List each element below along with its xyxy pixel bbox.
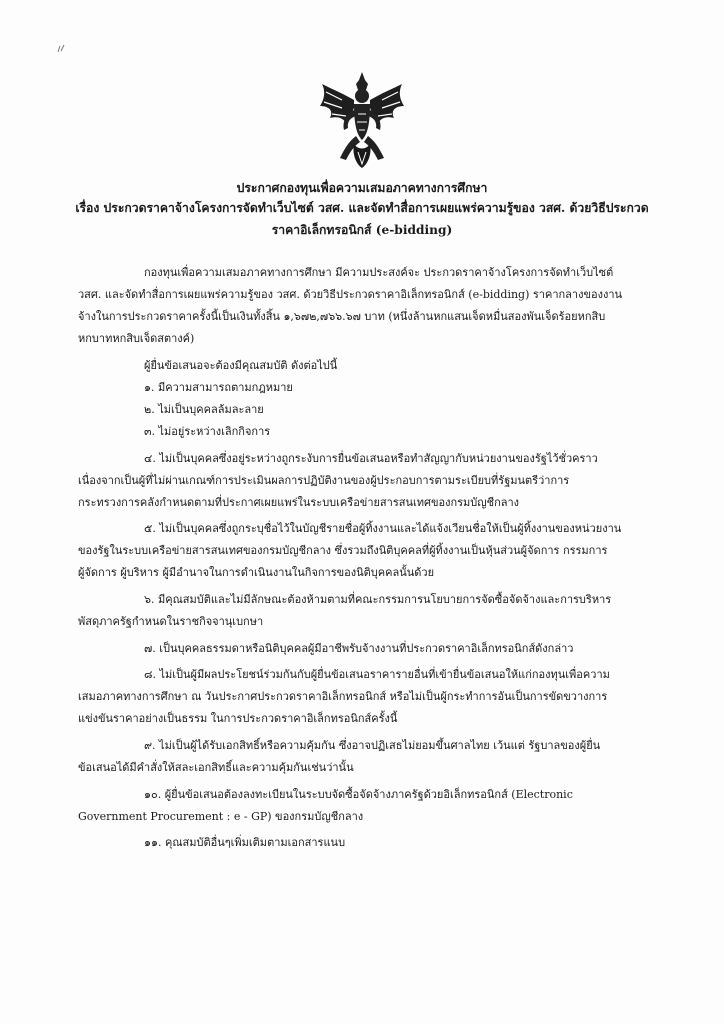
qualification-item: ๖. มีคุณสมบัติและไม่มีลักษณะต้องห้ามตามที่คณะกรรมการนโยบายการจัดซื้อจัดจ้างและการบริหาร	[144, 593, 612, 606]
qualification-item: ๘. ไม่เป็นผู้มีผลประโยชน์ร่วมกันกับผู้ยื่นข้อเสนอราคารายอื่นที่เข้ายื่นข้อเสนอให้แก่กองทุนเพื่อความ	[144, 668, 610, 681]
qualification-item: ๑๑. คุณสมบัติอื่นๆเพิ่มเติมตามเอกสารแนบ	[144, 836, 346, 849]
body-line: จ้างในการประกวดราคาครั้งนี้เป็นเงินทั้งสิ้น ๑,๖๗๒,๗๖๖.๖๗ บาท (หนึ่งล้านหกแสนเจ็ดหมื่นสองพันเจ็ดร้อยหกสิบ	[78, 310, 606, 323]
body-line: วสศ. และจัดทำสื่อการเผยแพร่ความรู้ของ วสศ. ด้วยวิธีประกวดราคาอิเล็กทรอนิกส์ (e-bidding) ราคากลางของงาน	[78, 288, 623, 301]
qualification-item: ๓. ไม่อยู่ระหว่างเลิกกิจการ	[144, 425, 271, 438]
qualification-item: ๒. ไม่เป็นบุคคลล้มละลาย	[144, 403, 264, 416]
qualification-item: ๑. มีความสามารถตามกฎหมาย	[144, 381, 293, 394]
announcement-subject-cont: ราคาอิเล็กทรอนิกส์ (e-bidding)	[271, 223, 453, 237]
stray-mark-icon	[56, 42, 66, 54]
body-line: เสมอภาคทางการศึกษา ณ วันประกาศประกวดราคาอิเล็กทรอนิกส์ หรือไม่เป็นผู้กระทำการอันเป็นการขัดขวางการ	[78, 690, 608, 703]
garuda-emblem-icon	[316, 70, 408, 170]
qualification-item: ๗. เป็นบุคคลธรรมดาหรือนิติบุคคลผู้มีอาชีพรับจ้างงานที่ประกวดราคาอิเล็กทรอนิกส์ดังกล่าว	[144, 642, 574, 655]
body-line: Government Procurement : e - GP) ของกรมบัญชีกลาง	[78, 810, 364, 823]
body-line: ของรัฐในระบบเครือข่ายสารสนเทศของกรมบัญชีกลาง ซึ่งรวมถึงนิติบุคคลที่ผู้ทิ้งงานเป็นหุ้นส่วนผู้จัดการ กรรมการ	[78, 544, 608, 557]
body-line: แข่งขันราคาอย่างเป็นธรรม ในการประกวดราคาอิเล็กทรอนิกส์ครั้งนี้	[78, 712, 398, 725]
body-line: ผู้จัดการ ผู้บริหาร ผู้มีอำนาจในการดำเนินงานในกิจการของนิติบุคคลนั้นด้วย	[78, 566, 435, 579]
qualifications-heading: ผู้ยื่นข้อเสนอจะต้องมีคุณสมบัติ ดังต่อไปนี้	[144, 359, 338, 372]
body-line: กองทุนเพื่อความเสมอภาคทางการศึกษา มีความประสงค์จะ ประกวดราคาจ้างโครงการจัดทำเว็บไซต์	[144, 266, 614, 279]
qualification-item: ๔. ไม่เป็นบุคคลซึ่งอยู่ระหว่างถูกระงับการยื่นข้อเสนอหรือทำสัญญากับหน่วยงานของรัฐไว้ชั่วคราว	[144, 452, 598, 465]
announcement-title: ประกาศกองทุนเพื่อความเสมอภาคทางการศึกษา	[236, 181, 488, 195]
qualification-item: ๑๐. ผู้ยื่นข้อเสนอต้องลงทะเบียนในระบบจัดซื้อจัดจ้างภาครัฐด้วยอิเล็กทรอนิกส์ (Electronic	[144, 788, 573, 801]
qualification-item: ๕. ไม่เป็นบุคคลซึ่งถูกระบุชื่อไว้ในบัญชีรายชื่อผู้ทิ้งงานและได้แจ้งเวียนชื่อให้เป็นผู้ทิ้งงานของหน่วยงาน	[144, 522, 622, 535]
body-line: ข้อเสนอได้มีคำสั่งให้สละเอกสิทธิ์และความคุ้มกันเช่นว่านั้น	[78, 761, 354, 774]
body-line: เนื่องจากเป็นผู้ที่ไม่ผ่านเกณฑ์การประเมินผลการปฏิบัติงานของผู้ประกอบการตามระเบียบที่รัฐมนตรีว่าการ	[78, 474, 570, 487]
body-line: หกบาทหกสิบเจ็ดสตางค์)	[78, 332, 195, 345]
body-line: พัสดุภาครัฐกำหนดในราชกิจจานุเบกษา	[78, 615, 264, 628]
body-line: กระทรวงการคลังกำหนดตามที่ประกาศเผยแพร่ในระบบเครือข่ายสารสนเทศของกรมบัญชีกลาง	[78, 496, 520, 509]
announcement-subject: เรื่อง ประกวดราคาจ้างโครงการจัดทำเว็บไซต์ วสศ. และจัดทำสื่อการเผยแพร่ความรู้ของ วสศ. ด้วยวิธีประกวด	[75, 201, 649, 215]
qualification-item: ๙. ไม่เป็นผู้ได้รับเอกสิทธิ์หรือความคุ้มกัน ซึ่งอาจปฏิเสธไม่ยอมขึ้นศาลไทย เว้นแต่ รัฐบาลของผู้ยื่น	[144, 739, 601, 752]
